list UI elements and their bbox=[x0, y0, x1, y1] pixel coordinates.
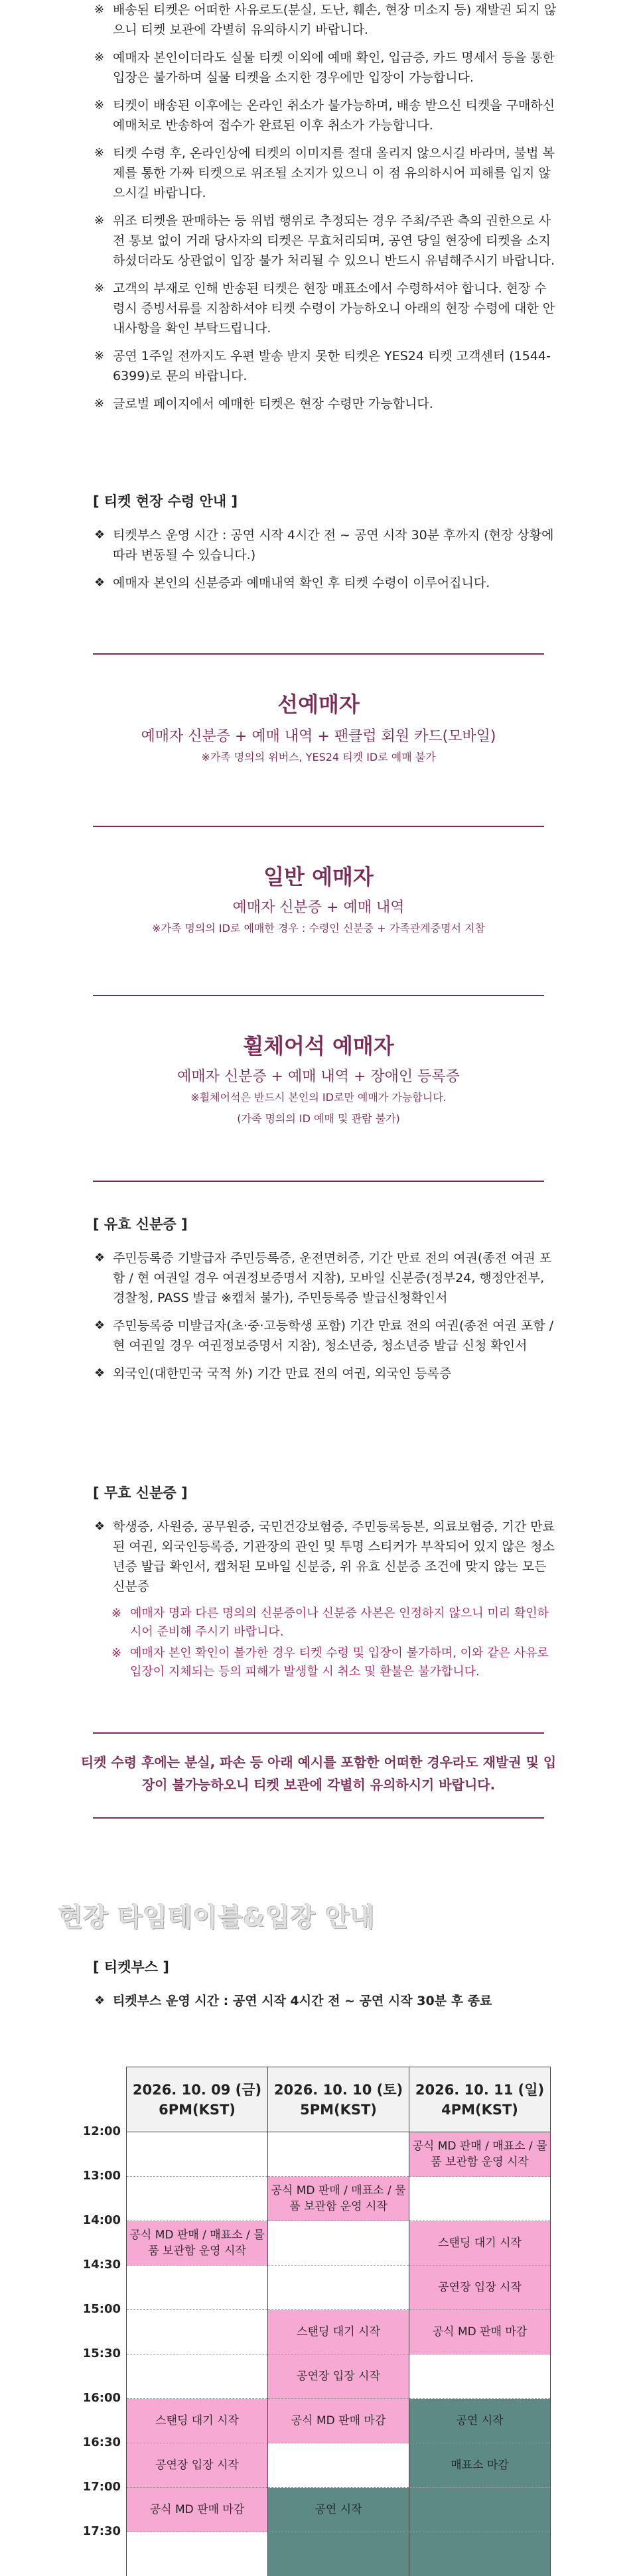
timetable-cell bbox=[409, 2177, 551, 2221]
timetable-cell bbox=[268, 2443, 409, 2488]
time-slot: 17:30 bbox=[73, 2524, 127, 2569]
divider bbox=[93, 995, 544, 996]
timetable-cell: 공식 MD 판매 / 매표소 / 물품 보관함 운영 시작 bbox=[127, 2221, 268, 2266]
timetable-cell: 매표소 마감 bbox=[409, 2443, 551, 2488]
category-note: ※가족 명의의 ID로 예매한 경우 : 수령인 신분증 + 가족관계증명서 지참 bbox=[93, 919, 544, 938]
booth-list bbox=[93, 1991, 557, 2011]
timetable-cell bbox=[127, 2354, 268, 2399]
category-sub: 예매자 신분증 + 예매 내역 + 장애인 등록증 bbox=[93, 1066, 544, 1088]
booth-item: ❖ 티켓부스 운영 시간 : 공연 시작 4시간 전 ~ 공연 시작 30분 후 종료 bbox=[93, 1991, 557, 2011]
divider bbox=[93, 653, 544, 655]
timetable-cell: 공연 시작 bbox=[268, 2488, 409, 2532]
timetable-cell bbox=[127, 2532, 268, 2576]
category-title: 선예매자 bbox=[93, 690, 544, 719]
valid-id-heading: [ 유효 신분증 ] bbox=[93, 1214, 557, 1234]
timetable-row bbox=[73, 2443, 551, 2488]
valid-id-item: ❖ 주민등록증 기발급자 주민등록증, 운전면허증, 기간 만료 전의 여권(종전 여권 포함 / 현 여권일 경우 여권정보증명서 지참), 모바일 신분증(정부24, 행정안전부, 경찰청, PASS 발급 ※캡처 불가), 주민등록증 발급신청확인서 bbox=[93, 1248, 557, 1308]
timetable-row bbox=[73, 2354, 551, 2399]
timetable-row bbox=[73, 2399, 551, 2443]
notice-item: ※ 티켓 수령 후, 온라인상에 티켓의 이미지를 절대 올리지 않으시길 바라며, 불법 복제를 통한 가짜 티켓으로 위조될 소지가 있으니 이 점 유의하시어 피해를 입지 않으시길 바랍니다. bbox=[93, 143, 557, 203]
valid-id-list bbox=[93, 1248, 557, 1384]
divider bbox=[93, 1181, 544, 1182]
divider bbox=[93, 826, 544, 827]
notice-item: ※ 고객의 부재로 인해 반송된 티켓은 현장 매표소에서 수령하셔야 합니다. 현장 수령시 증빙서류를 지참하셔야 티켓 수령이 가능하오니 아래의 현장 수령에 대한 안내사항을 확인 부탁드립니다. bbox=[93, 279, 557, 338]
timetable-cell: 공연장 입장 시작 bbox=[127, 2443, 268, 2488]
timetable-row bbox=[73, 2266, 551, 2310]
time-slot: 12:00 bbox=[73, 2124, 127, 2169]
category-wheelchair bbox=[93, 1031, 544, 1128]
category-note: (가족 명의의 ID 예매 및 관람 불가) bbox=[93, 1110, 544, 1128]
timetable-corner bbox=[73, 2067, 127, 2132]
category-note: ※휠체어석은 반드시 본인의 ID로만 예매가 가능합니다. bbox=[93, 1088, 544, 1107]
timetable-cell: 공연장 입장 시작 bbox=[268, 2354, 409, 2399]
warning-text: 티켓 수령 후에는 분실, 파손 등 아래 예시를 포함한 어떠한 경우라도 재발권 및 입장이 불가능하오니 티켓 보관에 각별히 유의하시기 바랍니다. bbox=[80, 1751, 557, 1796]
invalid-id-list bbox=[93, 1517, 557, 1596]
timetable-cell bbox=[127, 2310, 268, 2354]
timetable-row bbox=[73, 2132, 551, 2177]
category-title: 일반 예매자 bbox=[93, 862, 544, 891]
notice-list bbox=[93, 0, 557, 414]
category-title: 휠체어석 예매자 bbox=[93, 1031, 544, 1061]
valid-id-item: ❖ 외국인(대한민국 국적 外) 기간 만료 전의 여권, 외국인 등록증 bbox=[93, 1364, 557, 1384]
timetable-cell: 공식 MD 판매 마감 bbox=[268, 2399, 409, 2443]
category-sub: 예매자 신분증 + 예매 내역 bbox=[93, 897, 544, 919]
time-slot: 15:30 bbox=[73, 2347, 127, 2391]
timetable-row bbox=[73, 2488, 551, 2532]
onsite-list bbox=[93, 525, 557, 593]
timetable-cell: 스탠딩 대기 시작 bbox=[268, 2310, 409, 2354]
timetable-row bbox=[73, 2177, 551, 2221]
category-general bbox=[93, 862, 544, 938]
notice-item: ※ 글로벌 페이지에서 예매한 티켓은 현장 수령만 가능합니다. bbox=[93, 394, 557, 414]
invalid-id-note: ※ 예매자 명과 다른 명의의 신분증이나 신분증 사본은 인정하지 않으니 미리 확인하시어 준비해 주시기 바랍니다. bbox=[111, 1604, 557, 1642]
timetable-cell bbox=[409, 2532, 551, 2576]
onsite-section bbox=[93, 491, 557, 601]
timetable-cell bbox=[268, 2266, 409, 2310]
timetable-cell bbox=[409, 2354, 551, 2399]
notice-section bbox=[93, 0, 557, 422]
notice-item: ※ 배송된 티켓은 어떠한 사유로도(분실, 도난, 훼손, 현장 미소지 등) 재발권 되지 않으니 티켓 보관에 각별히 유의하시기 바랍니다. bbox=[93, 0, 557, 40]
day-header bbox=[409, 2067, 551, 2132]
timetable bbox=[73, 2067, 551, 2576]
time-slot: 17:00 bbox=[73, 2480, 127, 2524]
category-note: ※가족 명의의 위버스, YES24 티켓 ID로 예매 불가 bbox=[93, 748, 544, 767]
day-time: 6PM(KST) bbox=[127, 2100, 267, 2120]
timetable-cell: 공식 MD 판매 / 매표소 / 물품 보관함 운영 시작 bbox=[268, 2177, 409, 2221]
timetable-cell bbox=[268, 2532, 409, 2576]
day-date: 2026. 10. 11 (일) bbox=[410, 2080, 549, 2100]
valid-id-section bbox=[93, 1214, 557, 1391]
timetable-header-row bbox=[73, 2067, 551, 2132]
timetable-cell: 공연 시작 bbox=[409, 2399, 551, 2443]
onsite-heading: [ 티켓 현장 수령 안내 ] bbox=[93, 491, 557, 511]
booth-heading: [ 티켓부스 ] bbox=[93, 1957, 557, 1976]
day-header bbox=[127, 2067, 268, 2132]
time-slot: 16:00 bbox=[73, 2391, 127, 2435]
divider bbox=[93, 1732, 544, 1734]
timetable-cell: 공식 MD 판매 / 매표소 / 물품 보관함 운영 시작 bbox=[409, 2132, 551, 2177]
timetable-cell: 스탠딩 대기 시작 bbox=[409, 2221, 551, 2266]
timetable-cell: 공연장 입장 시작 bbox=[409, 2266, 551, 2310]
timetable-row bbox=[73, 2310, 551, 2354]
time-slot: 16:30 bbox=[73, 2435, 127, 2480]
timetable-cell bbox=[409, 2488, 551, 2532]
invalid-id-section bbox=[93, 1482, 557, 1684]
timetable-body bbox=[73, 2132, 551, 2576]
day-header bbox=[268, 2067, 409, 2132]
timetable-cell: 스탠딩 대기 시작 bbox=[127, 2399, 268, 2443]
timetable-banner: 현장 타임테이블&입장 안내 bbox=[58, 1897, 375, 1933]
onsite-item: ❖ 예매자 본인의 신분증과 예매내역 확인 후 티켓 수령이 이루어집니다. bbox=[93, 573, 557, 593]
timetable-cell bbox=[268, 2221, 409, 2266]
timetable-row bbox=[73, 2221, 551, 2266]
timetable-row bbox=[73, 2532, 551, 2576]
timetable-cell bbox=[268, 2132, 409, 2177]
time-slot: 14:00 bbox=[73, 2213, 127, 2258]
divider bbox=[93, 1817, 544, 1819]
timetable-cell bbox=[127, 2132, 268, 2177]
invalid-id-heading: [ 무효 신분증 ] bbox=[93, 1482, 557, 1502]
onsite-item: ❖ 티켓부스 운영 시간 : 공연 시작 4시간 전 ~ 공연 시작 30분 후까지 (현장 상황에 따라 변동될 수 있습니다.) bbox=[93, 525, 557, 565]
category-pre-sale bbox=[93, 690, 544, 767]
notice-item: ※ 공연 1주일 전까지도 우편 발송 받지 못한 티켓은 YES24 티켓 고객센터 (1544-6399)로 문의 바랍니다. bbox=[93, 346, 557, 386]
time-slot: 13:00 bbox=[73, 2169, 127, 2213]
day-time: 4PM(KST) bbox=[410, 2100, 549, 2120]
notice-item: ※ 티켓이 배송된 이후에는 온라인 취소가 불가능하며, 배송 받으신 티켓을 구매하신 예매처로 반송하여 접수가 완료된 이후 취소가 가능합니다. bbox=[93, 96, 557, 135]
day-date: 2026. 10. 09 (금) bbox=[127, 2080, 267, 2100]
notice-item: ※ 위조 티켓을 판매하는 등 위법 행위로 추정되는 경우 주최/주관 측의 권한으로 사전 통보 없이 거래 당사자의 티켓은 무효처리되며, 공연 당일 현장에 티켓을 소지하셨더라도 상관없이 입장 불가 처리될 수 있으니 반드시 유념해주시기 바랍니다. bbox=[93, 211, 557, 271]
booth-section bbox=[93, 1957, 557, 2019]
day-date: 2026. 10. 10 (토) bbox=[269, 2080, 408, 2100]
day-time: 5PM(KST) bbox=[269, 2100, 408, 2120]
timetable-cell: 공식 MD 판매 마감 bbox=[409, 2310, 551, 2354]
timetable-cell bbox=[127, 2177, 268, 2221]
time-slot: 15:00 bbox=[73, 2302, 127, 2347]
notice-item: ※ 예매자 본인이더라도 실물 티켓 이외에 예매 확인, 입금증, 카드 명세서 등을 통한 입장은 불가하며 실물 티켓을 소지한 경우에만 입장이 가능합니다. bbox=[93, 48, 557, 88]
time-slot: 14:30 bbox=[73, 2258, 127, 2302]
valid-id-item: ❖ 주민등록증 미발급자(초·중·고등학생 포함) 기간 만료 전의 여권(종전 여권 포함 / 현 여권일 경우 여권정보증명서 지참), 청소년증, 청소년증 발급 신청 확인서 bbox=[93, 1316, 557, 1356]
invalid-id-item: ❖ 학생증, 사원증, 공무원증, 국민건강보험증, 주민등록등본, 의료보험증, 기간 만료된 여권, 외국인등록증, 기관장의 관인 및 투명 스티커가 부착되어 있지 않은 청소년증 발급 확인서, 캡처된 모바일 신분증, 위 유효 신분증 조건에 맞지 않는 모든 신분증 bbox=[93, 1517, 557, 1596]
timetable-cell bbox=[127, 2266, 268, 2310]
invalid-id-note: ※ 예매자 본인 확인이 불가한 경우 티켓 수령 및 입장이 불가하며, 이와 같은 사유로 입장이 지체되는 등의 피해가 발생할 시 취소 및 환불은 불가합니다. bbox=[111, 1644, 557, 1681]
timetable-cell: 공식 MD 판매 마감 bbox=[127, 2488, 268, 2532]
category-sub: 예매자 신분증 + 예매 내역 + 팬클럽 회원 카드(모바일) bbox=[93, 726, 544, 748]
